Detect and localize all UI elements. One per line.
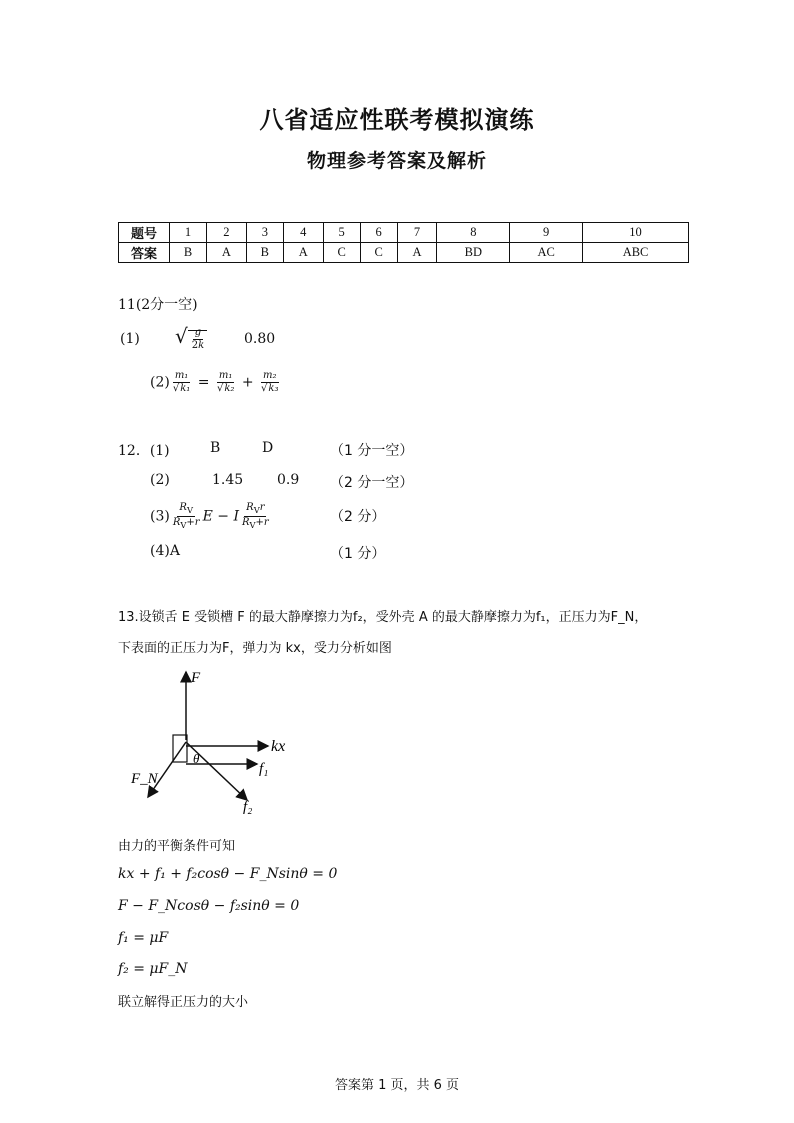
q13-solve-text: 联立解得正压力的大小 — [118, 995, 249, 1010]
q12-part2-label: (2) — [150, 472, 170, 488]
label-FN: F_N — [131, 771, 158, 787]
table-cell: 1 — [170, 223, 207, 243]
q13-eq3: f₁ = μF — [118, 930, 169, 946]
table-cell: A — [283, 243, 323, 263]
label-f1: f₁ — [259, 761, 269, 777]
label-theta: θ — [193, 751, 200, 766]
table-cell: BD — [437, 243, 510, 263]
answer-table — [118, 222, 689, 263]
force-diagram — [125, 660, 310, 820]
page-subtitle: 物理参考答案及解析 — [306, 150, 487, 172]
q12-part3-label: (3) — [150, 508, 170, 525]
q13-eq1: kx + f₁ + f₂cosθ − F_Nsinθ = 0 — [118, 866, 338, 882]
table-cell: AC — [510, 243, 583, 263]
q12-part2-score: （2 分一空） — [330, 475, 414, 491]
table-cell: A — [397, 243, 437, 263]
q12-part1-score: （1 分一空） — [330, 443, 414, 459]
table-cell: 10 — [583, 223, 689, 243]
q13-line2: 下表面的正压力为F，弹力为 kx，受力分析如图 — [118, 641, 392, 656]
table-row — [119, 223, 689, 243]
q11-part1-label: (1) — [120, 331, 140, 347]
table-cell: 6 — [360, 223, 397, 243]
q12-part4-label: (4)A — [150, 543, 180, 559]
q12-part2-b: 0.9 — [277, 472, 300, 488]
q13-eq2: F − F_Ncosθ − f₂sinθ = 0 — [118, 898, 300, 914]
q11-part2-label: (2) — [150, 374, 170, 391]
table-cell: A — [207, 243, 247, 263]
q12-part4-score: （1 分） — [330, 546, 386, 562]
table-cell: C — [323, 243, 360, 263]
q13-line1: 13.设锁舌 E 受锁槽 F 的最大静摩擦力为f₂，受外壳 A 的最大静摩擦力为f₁，正压力为F_N， — [118, 610, 648, 625]
page-footer: 答案第 1 页，共 6 页 — [334, 1078, 460, 1093]
label-f2: f₂ — [243, 799, 253, 815]
q12-part1-b: D — [262, 440, 274, 456]
table-row — [119, 243, 689, 263]
force-FN-arrow — [148, 742, 186, 797]
q11-part2: (2) $\frac{\text{m₁}}{\text{√k₁}}$ = $\frac{\text{m₁}}{\text{√k₂}}$ + $\frac{\text{m₂}}{\text{√k₃}}$ — [150, 370, 279, 394]
q12-part2-a: 1.45 — [212, 472, 244, 488]
table-cell: 2 — [207, 223, 247, 243]
table-cell: ABC — [583, 243, 689, 263]
table-cell: B — [170, 243, 207, 263]
row-header-number: 题号 — [119, 223, 170, 243]
q13-balance-text: 由力的平衡条件可知 — [118, 839, 236, 854]
table-cell: 9 — [510, 223, 583, 243]
q13-eq4: f₂ = μF_N — [118, 961, 188, 977]
q11-part1-value: 0.80 — [244, 331, 276, 347]
q12-part1-label: 12．(1) — [118, 443, 170, 459]
page-title: 八省适应性联考模拟演练 — [259, 106, 535, 134]
table-cell: 5 — [323, 223, 360, 243]
q12-part1-a: B — [210, 440, 221, 456]
table-cell: 3 — [246, 223, 283, 243]
table-cell: 8 — [437, 223, 510, 243]
label-kx: kx — [271, 738, 286, 755]
q11-heading: 11(2分一空) — [118, 297, 198, 313]
table-cell: 7 — [397, 223, 437, 243]
q12-part3-score: （2 分） — [330, 509, 386, 525]
q11-sqrt-formula: √ $\frac{g}{2k}$ — [175, 324, 207, 352]
table-cell: C — [360, 243, 397, 263]
q12-part3: (3) $\frac{R_V}{R_V+r}$ E − I $\frac{R_Vr}{R_V+r}$ — [150, 502, 269, 530]
table-cell: 4 — [283, 223, 323, 243]
table-cell: B — [246, 243, 283, 263]
label-F: F — [191, 670, 201, 686]
row-header-answer: 答案 — [119, 243, 170, 263]
